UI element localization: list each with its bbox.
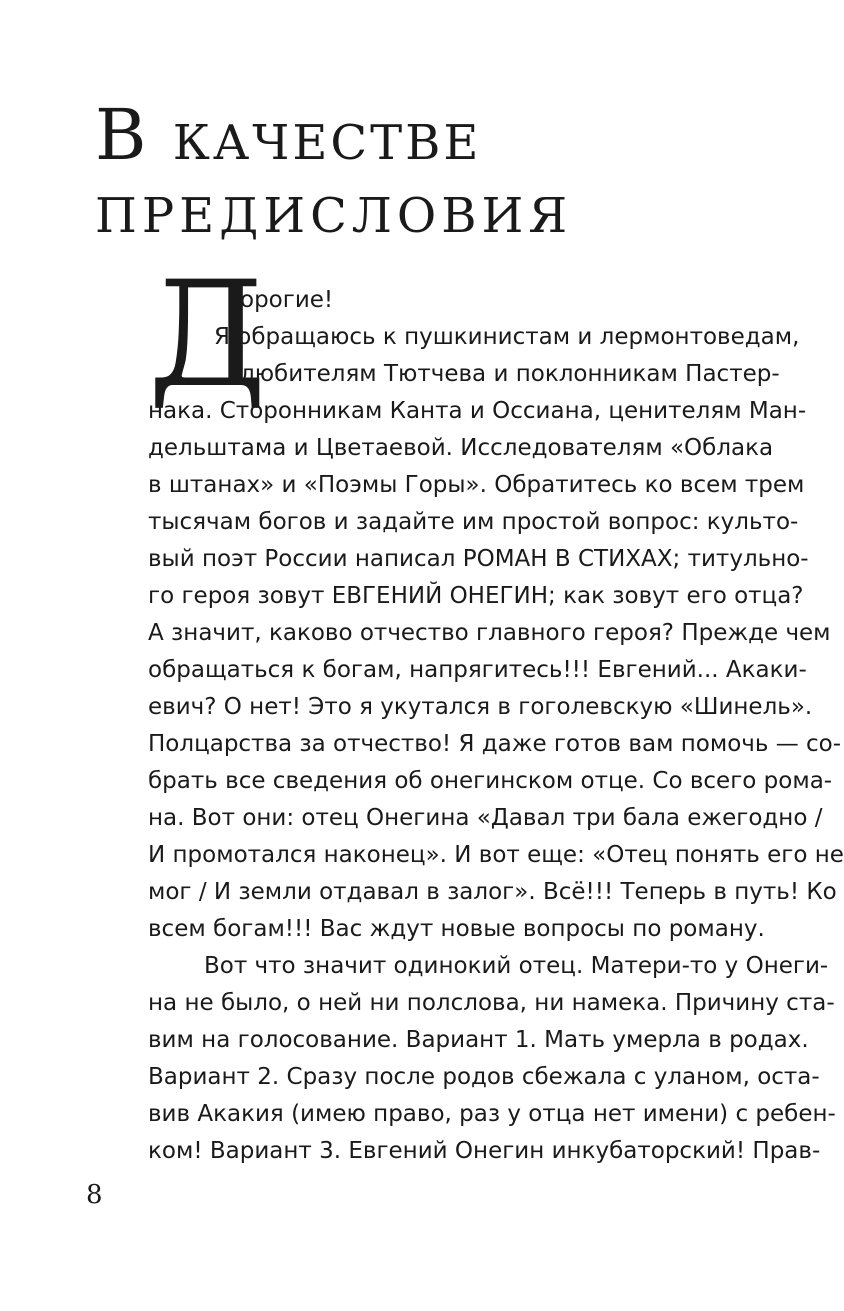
text-line: брать все сведения об онегинском отце. Со всего рома- (148, 768, 833, 794)
text-line: дельштама и Цветаевой. Исследователям «Облака (148, 435, 774, 461)
text-line: го героя зовут ЕВГЕНИЙ ОНЕГИН; как зовут его отца? (148, 583, 804, 609)
text-line: А значит, каково отчество главного героя? Прежде чем (148, 620, 831, 646)
text-line: обращаться к богам, напрягитесь!!! Евгений... Акаки- (148, 657, 807, 683)
chapter-title (95, 92, 572, 254)
text-line: Вот что значит одинокий отец. Матери-то у Онеги- (204, 953, 829, 979)
text-line: ком! Вариант 3. Евгений Онегин инкубаторский! Прав- (148, 1138, 821, 1164)
text-line: евич? О нет! Это я укутался в гоголевскую «Шинель». (148, 694, 813, 720)
text-line: вим на голосование. Вариант 1. Мать умерла в родах. (148, 1027, 809, 1053)
text-line: нака. Сторонникам Канта и Оссиана, ценителям Ман- (148, 398, 807, 424)
page-number: 8 (86, 1180, 103, 1210)
text-line: И промотался наконец». И вот еще: «Отец понять его не (148, 842, 844, 868)
drop-cap-letter: Д (148, 250, 267, 420)
body-text (148, 282, 844, 1170)
text-line: Я обращаюсь к пушкинистам и лермонтоведам, (214, 324, 800, 350)
text-line: мог / И земли отдавал в залог». Всё!!! Теперь в путь! Ко (148, 879, 837, 905)
text-line: вый поэт России написал РОМАН В СТИХАХ; титульно- (148, 546, 809, 572)
chapter-title-initial: В (95, 94, 155, 176)
text-line: на не было, о ней ни полслова, ни намека. Причину ста- (148, 990, 835, 1016)
text-line: любителям Тютчева и поклонникам Пастер- (240, 361, 780, 387)
text-line: тысячам богов и задайте им простой вопрос: культо- (148, 509, 799, 535)
chapter-title-word: КАЧЕСТВЕ (172, 115, 482, 171)
text-line: на. Вот они: отец Онегина «Давал три бала ежегодно / (148, 805, 823, 831)
text-line: всем богам!!! Вас ждут новые вопросы по роману. (148, 916, 765, 942)
text-line: вив Акакия (имею право, раз у отца нет имени) с ребен- (148, 1101, 836, 1127)
chapter-title-line-2: ПРЕДИСЛОВИЯ (95, 188, 573, 244)
text-line: орогие! (240, 287, 334, 313)
text-line: Полцарства за отчество! Я даже готов вам помочь — со- (148, 731, 842, 757)
text-line: Вариант 2. Сразу после родов сбежала с уланом, оста- (148, 1064, 820, 1090)
chapter-title-line-1 (95, 92, 572, 178)
text-line: в штанах» и «Поэмы Горы». Обратитесь ко всем трем (148, 472, 805, 498)
